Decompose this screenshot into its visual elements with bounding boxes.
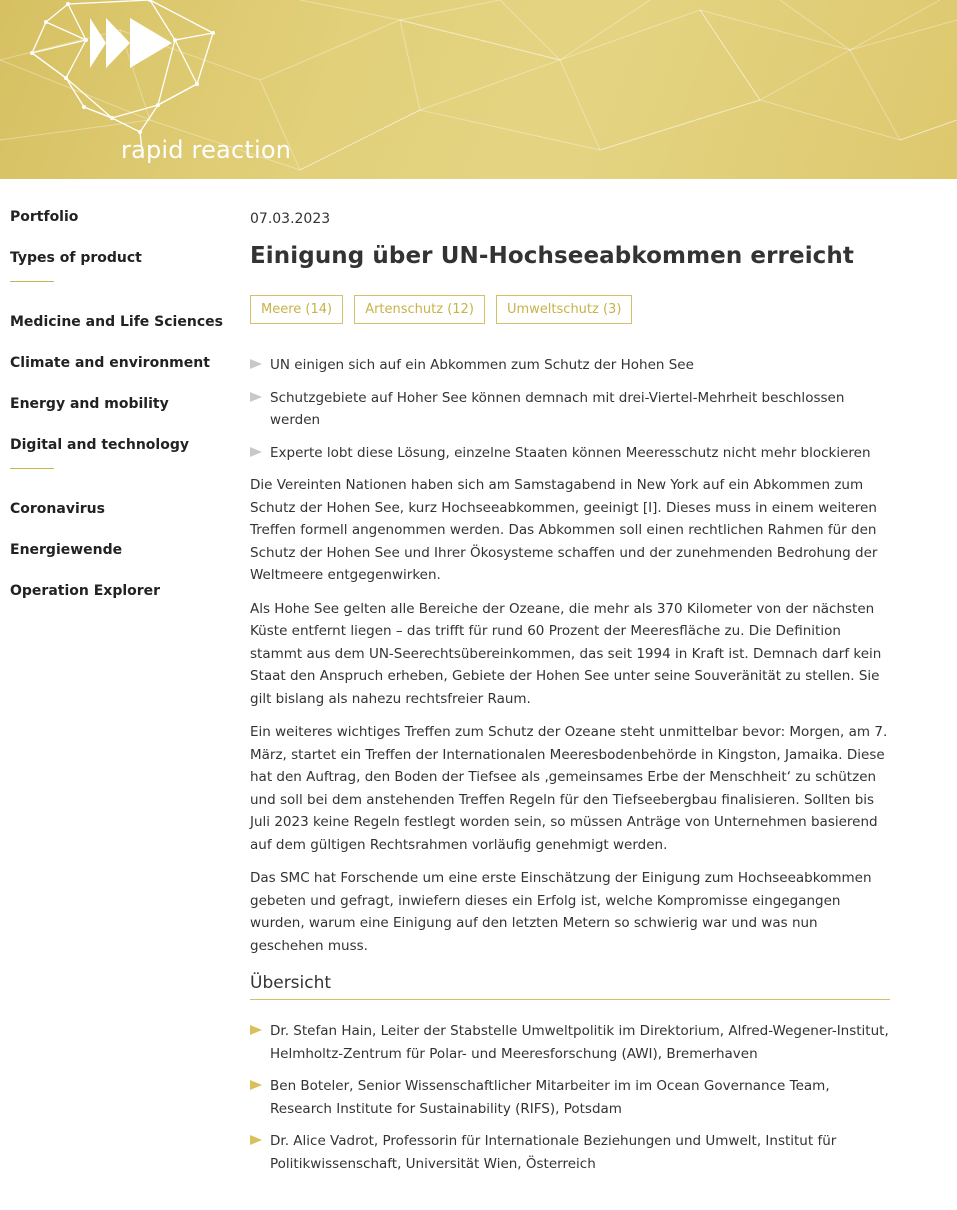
triangle-bullet-icon [250,1024,262,1036]
nav-divider [10,468,54,469]
tag-meere[interactable]: Meere (14) [250,295,343,324]
triangle-bullet-icon [250,1079,262,1091]
nav-item-energy-mobility[interactable]: Energy and mobility [10,396,169,412]
nav-item-coronavirus[interactable]: Coronavirus [10,501,105,517]
overview-heading: Übersicht [250,971,890,1000]
fast-forward-logo-icon [90,18,172,68]
list-item [250,354,890,377]
tag-umweltschutz[interactable]: Umweltschutz (3) [496,295,632,324]
tag-artenschutz[interactable]: Artenschutz (12) [354,295,485,324]
nav-item-types-of-product[interactable]: Types of product [10,250,142,266]
nav-divider [10,281,54,282]
list-item[interactable] [250,1075,890,1120]
key-point-text: Experte lobt diese Lösung, einzelne Staaten können Meeresschutz nicht mehr blockieren [270,444,871,461]
brand-name[interactable]: rapid reaction [121,136,292,164]
triangle-bullet-icon [250,391,262,403]
list-item[interactable] [250,1130,890,1175]
paragraph: Das SMC hat Forschende um eine erste Einschätzung der Einigung zum Hochseeabkommen gebeten und gefragt, inwiefern dieses ein Erfolg ist, welche Kompromisse eingegangen wurden, warum eine Einigung auf den letzten Metern so schwierig war und was nun geschehen muss. [250,870,872,954]
key-point-text: UN einigen sich auf ein Abkommen zum Schutz der Hohen See [270,357,694,373]
nav-item-operation-explorer[interactable]: Operation Explorer [10,583,161,599]
article-date: 07.03.2023 [250,211,331,227]
paragraph: Ein weiteres wichtiges Treffen zum Schutz der Ozeane steht unmittelbar bevor: Morgen, am 7. März, startet ein Treffen der Internationalen Meeresbodenbehörde in Kingston, Jamaika. Diese hat den Auftrag, den Boden der Tiefsee als ‚gemeinsames Erbe der Menschheit‘ zu schützen und soll bei dem anstehenden Treffen Regeln für den Tiefseebergbau finalisieren. Sollten bis Juli 2023 keine Regeln festlegt worden sein, so müssen Anträge von Unternehmen basierend auf dem gültigen Rechtsrahmen vorläufig genehmigt werden. [250,724,888,853]
triangle-bullet-icon [250,1134,262,1146]
nav-item-climate-environment[interactable]: Climate and environment [10,355,210,371]
article [250,207,890,1185]
triangle-bullet-icon [250,446,262,458]
list-item[interactable] [250,1020,890,1065]
expert-name: Dr. Stefan Hain, Leiter der Stabstelle Umweltpolitik im Direktorium, Alfred-Wegener-Institut, Helmholtz-Zentrum für Polar- und Meeresforschung (AWI), Bremerhaven [270,1023,889,1062]
nav-item-portfolio[interactable]: Portfolio [10,209,79,225]
triangle-bullet-icon [250,358,262,370]
paragraph: Die Vereinten Nationen haben sich am Samstagabend in New York auf ein Abkommen zum Schutz der Hohen See, kurz Hochseeabkommen, geeinigt [I]. Dieses muss in einem weiteren Treffen formell angenommen werden. Das Abkommen soll einen rechtlichen Rahmen für den Schutz der Hohen See und Ihrer Ökosysteme schaffen und der zunehmenden Bedrohung der Weltmeere entgegenwirken. [250,477,878,583]
list-item [250,387,890,432]
key-points-list [250,354,890,464]
article-title: Einigung über UN-Hochseeabkommen erreicht [250,243,854,269]
nav-item-energiewende[interactable]: Energiewende [10,542,123,558]
sidebar-nav [10,207,230,622]
expert-name: Dr. Alice Vadrot, Professorin für Internationale Beziehungen und Umwelt, Institut für Politikwissenschaft, Universität Wien, Österreich [270,1133,837,1172]
header-banner [0,0,957,179]
paragraph: Als Hohe See gelten alle Bereiche der Ozeane, die mehr als 370 Kilometer von der nächsten Küste entfernt liegen – das trifft für rund 60 Prozent der Meeresfläche zu. Die Definition stammt aus dem UN-Seerechtsübereinkommen, das seit 1994 in Kraft ist. Demnach darf kein Staat den Anspruch erheben, Gebiete der Hohen See unter seine Souveränität zu stellen. Sie gilt bislang als nahezu rechtsfreier Raum. [250,600,882,707]
expert-name: Ben Boteler, Senior Wissenschaftlicher Mitarbeiter im im Ocean Governance Team, Research Institute for Sustainability (RIFS), Potsdam [270,1078,830,1117]
expert-list [250,1020,890,1175]
tag-list [250,295,890,324]
nav-item-digital-technology[interactable]: Digital and technology [10,437,189,453]
list-item [250,442,890,465]
nav-item-medicine-life-sciences[interactable]: Medicine and Life Sciences [10,314,223,330]
key-point-text: Schutzgebiete auf Hoher See können demnach mit drei-Viertel-Mehrheit beschlossen werden [270,389,845,428]
